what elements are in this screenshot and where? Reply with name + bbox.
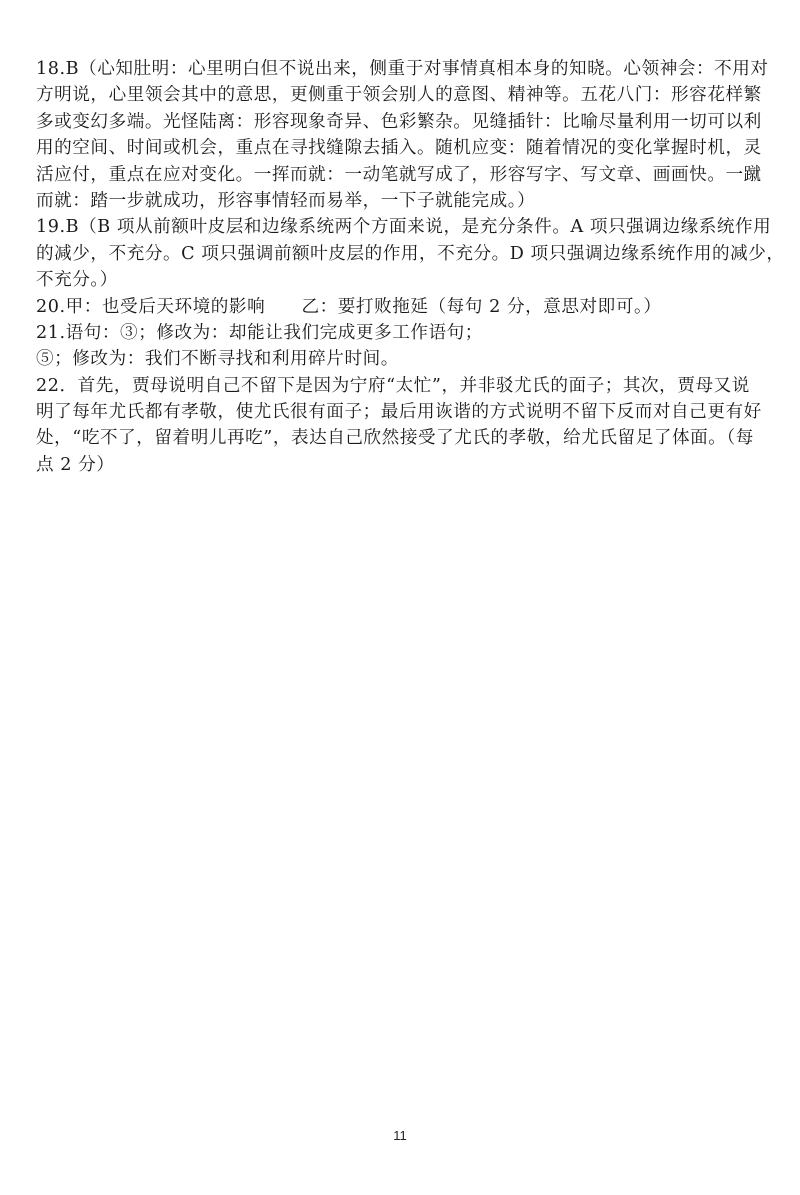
answer-18-line-1: 18.B（心知肚明：心里明白但不说出来，侧重于对事情真相本身的知晓。心领神会：不用对: [36, 59, 769, 79]
answer-18-line-3: 多或变幻多端。光怪陆离：形容现象奇异、色彩繁杂。见缝插针：比喻尽量利用一切可以利: [36, 111, 762, 132]
answer-22-line-3: 处，“吃不了，留着明儿再吃”，表达自己欣然接受了尤氏的孝敬，给尤氏留足了体面。（每: [36, 428, 754, 449]
answer-key-body: [36, 56, 785, 478]
answer-22-line-2: 明了每年尤氏都有孝敬，使尤氏很有面子；最后用诙谐的方式说明不留下反而对自己更有好: [36, 402, 762, 423]
answer-22-line-1: 22．首先，贾母说明自己不留下是因为宁府“太忙”，并非驳尤氏的面子；其次，贾母又说: [36, 375, 750, 396]
answer-18-line-6: 而就：踏一步就成功，形容事情轻而易举，一下子就能完成。）: [36, 190, 536, 211]
answer-21-line-1: 21.语句：③；修改为：却能让我们完成更多工作语句；: [36, 322, 483, 343]
answer-21-line-2: ⑤；修改为：我们不断寻找和利用碎片时间。: [36, 349, 399, 370]
answer-18-line-2: 方明说，心里领会其中的意思，更侧重于领会别人的意图、精神等。五花八门：形容花样繁: [36, 85, 762, 106]
answer-19-line-3: 不充分。）: [36, 270, 118, 291]
page-number: 11: [393, 1128, 407, 1143]
answer-18-line-5: 活应付，重点在应对变化。一挥而就：一动笔就写成了，形容写字、写文章、画画快。一蹴: [36, 164, 762, 185]
answer-19-line-2: 的减少，不充分。C 项只强调前额叶皮层的作用，不充分。D 项只强调边缘系统作用的减少，: [36, 243, 785, 264]
answer-18-line-4: 用的空间、时间或机会，重点在寻找缝隙去插入。随机应变：随着情况的变化掌握时机，灵: [36, 138, 762, 159]
answer-22-line-4: 点 2 分）: [36, 454, 115, 475]
answer-19-line-1: 19.B（B 项从前额叶皮层和边缘系统两个方面来说，是充分条件。A 项只强调边缘系统作用: [36, 217, 772, 238]
answer-20-line-1: 20.甲：也受后天环境的影响 乙：要打败拖延（每句 2 分，意思对即可。）: [36, 296, 662, 317]
